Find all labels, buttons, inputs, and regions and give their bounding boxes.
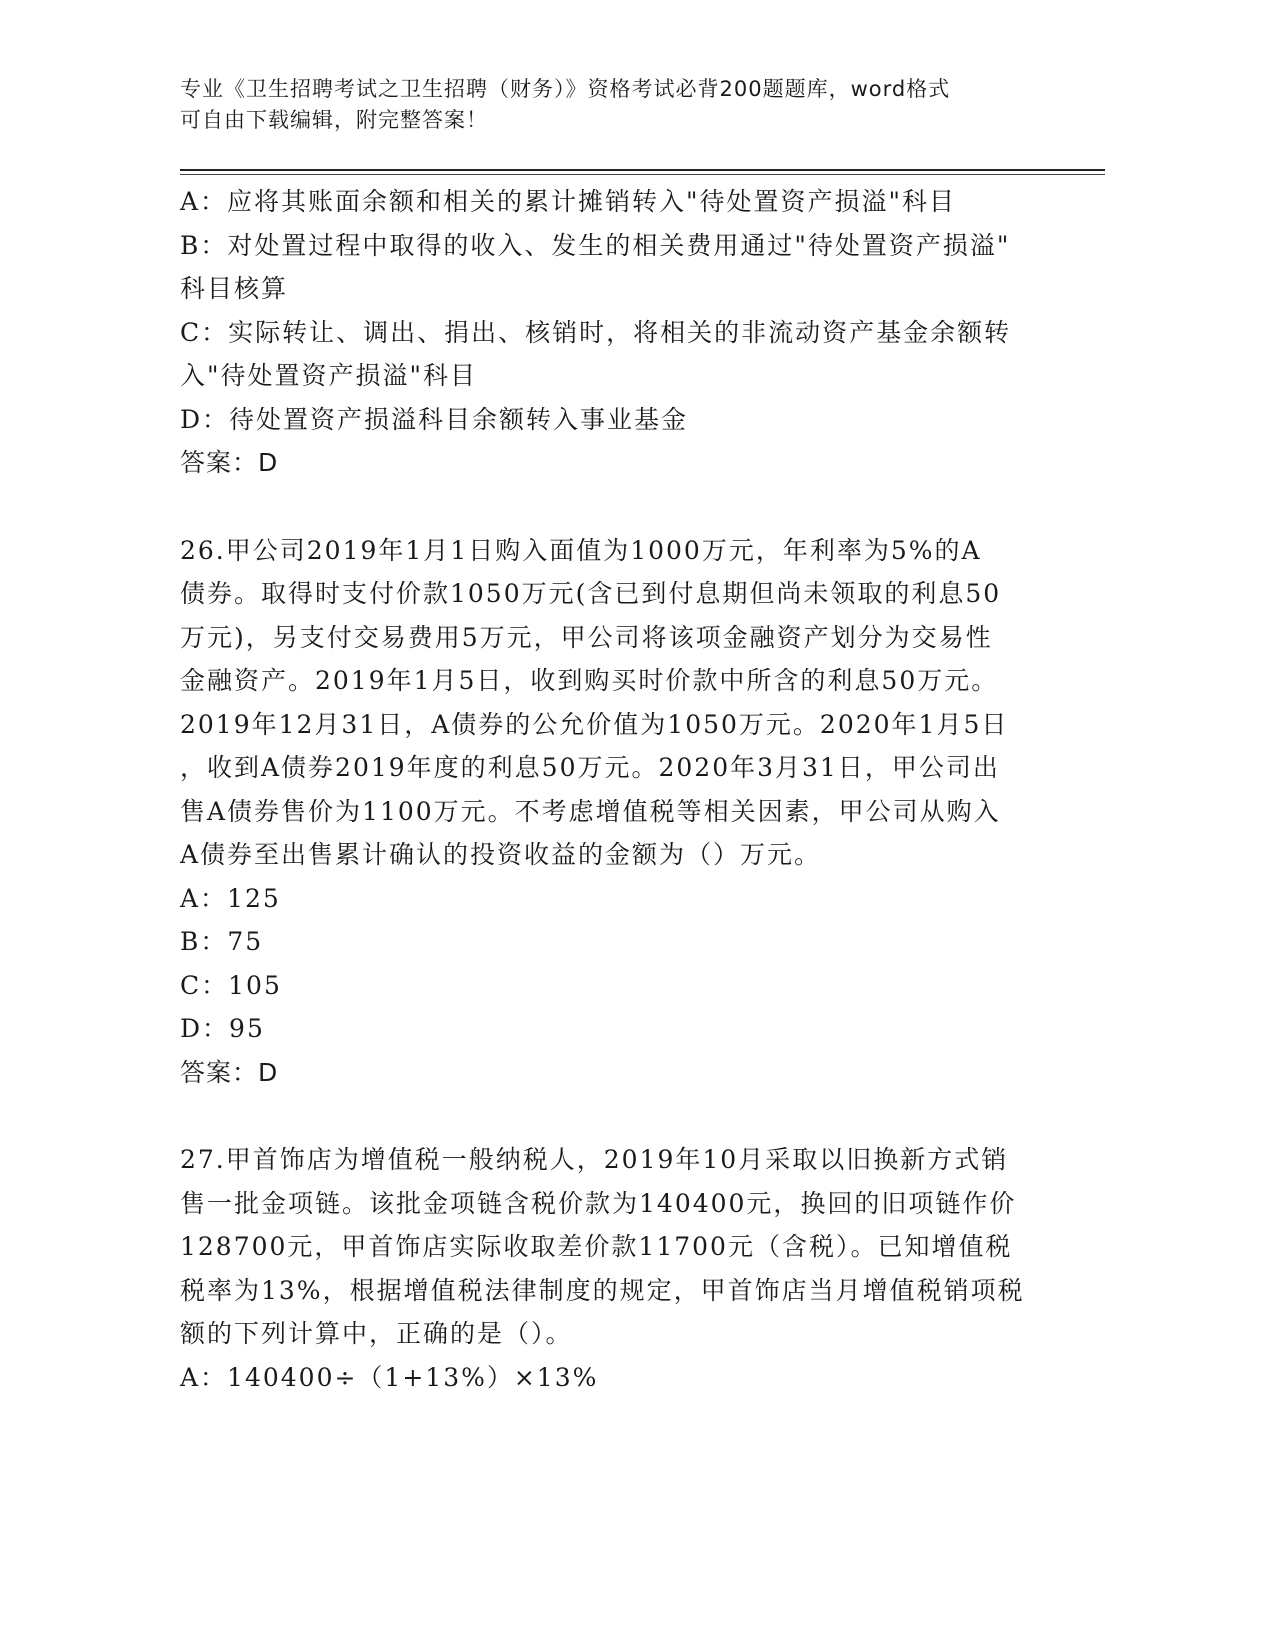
q27-stem-line: 27.甲首饰店为增值税一般纳税人，2019年10月采取以旧换新方式销: [180, 1145, 1009, 1174]
q25-option-b-line-2: 科目核算: [180, 274, 289, 303]
q25-option-b-line-1: B：对处置过程中取得的收入、发生的相关费用通过"待处置资产损溢": [180, 230, 1011, 260]
q25-answer: 答案：D: [180, 448, 279, 477]
q25-option-d: D：待处置资产损溢科目余额转入事业基金: [180, 404, 689, 434]
q26-option-c: C：105: [180, 970, 282, 1000]
question-spacer: [180, 1094, 1050, 1138]
q26-option-a: A：125: [180, 883, 281, 913]
q26-stem-line: 金融资产。2019年1月5日，收到购买时价款中所含的利息50万元。: [180, 666, 999, 695]
header-divider-thick: [180, 169, 1105, 171]
q27-stem-line: 税率为13%，根据增值税法律制度的规定，甲首饰店当月增值税销项税: [180, 1275, 1025, 1305]
q27-stem-line: 额的下列计算中，正确的是（）。: [180, 1319, 573, 1348]
q26-answer: 答案：D: [180, 1057, 279, 1087]
q27-stem-line: 128700元，甲首饰店实际收取差价款11700元（含税）。已知增值税: [180, 1232, 1013, 1261]
header-title-line-1: 专业《卫生招聘考试之卫生招聘（财务）》资格考试必背200题题库，word格式: [180, 77, 951, 101]
q26-stem-line: 2019年12月31日，A债券的公允价值为1050万元。2020年1月5日: [180, 709, 1009, 739]
q26-stem-line: 债券。取得时支付价款1050万元(含已到付息期但尚未领取的利息50: [180, 579, 1002, 608]
q25-option-c-line-1: C：实际转让、调出、捐出、核销时，将相关的非流动资产基金余额转: [180, 317, 1012, 347]
question-25: [180, 180, 1050, 485]
q26-option-d: D：95: [180, 1014, 265, 1043]
question-27: [180, 1138, 1050, 1399]
question-content: [180, 180, 1050, 1399]
q26-stem-line: 万元)，另支付交易费用5万元，甲公司将该项金融资产划分为交易性: [180, 622, 993, 652]
q26-stem-line: ，收到A债券2019年度的利息50万元。2020年3月31日，甲公司出: [180, 753, 1000, 782]
header-title-line-2: 可自由下载编辑，附完整答案！: [180, 108, 488, 132]
q26-stem-line: A债券至出售累计确认的投资收益的金额为（）万元。: [180, 840, 822, 869]
q27-option-a: A：140400÷（1+13%）×13%: [180, 1362, 599, 1392]
q26-stem-line: 26.甲公司2019年1月1日购入面值为1000万元，年利率为5%的A: [180, 535, 982, 565]
question-26: [180, 529, 1050, 1095]
q25-option-c-line-2: 入"待处置资产损溢"科目: [180, 361, 477, 390]
header-divider-thin: [180, 174, 1105, 175]
question-spacer: [180, 485, 1050, 529]
q26-option-b: B：75: [180, 927, 264, 956]
q25-option-a: A：应将其账面余额和相关的累计摊销转入"待处置资产损溢"科目: [180, 187, 957, 216]
q26-stem-line: 售A债券售价为1100万元。不考虑增值税等相关因素，甲公司从购入: [180, 796, 1001, 826]
document-header: [180, 74, 1040, 136]
q27-stem-line: 售一批金项链。该批金项链含税价款为140400元，换回的旧项链作价: [180, 1188, 1017, 1218]
